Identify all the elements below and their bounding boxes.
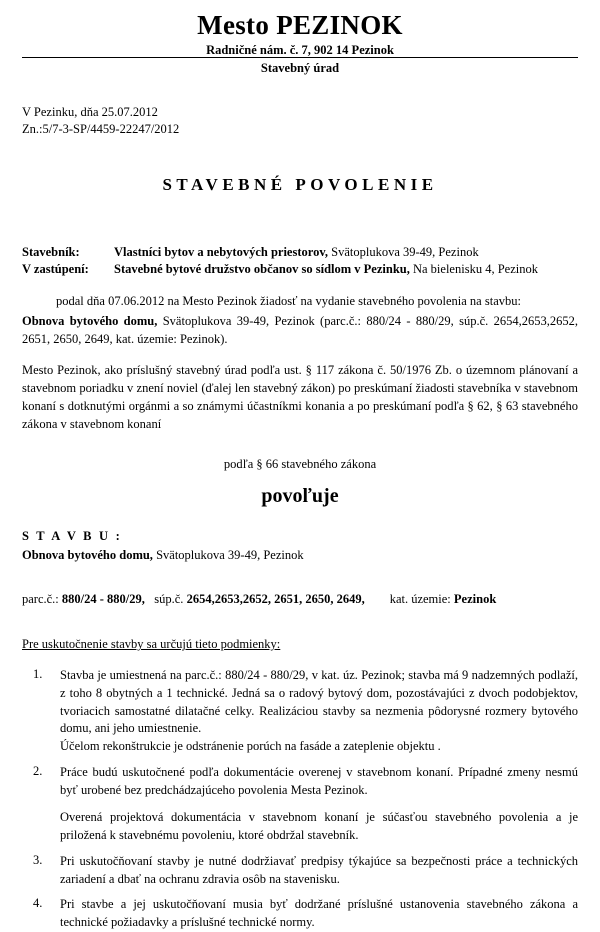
organization-department: Stavebný úrad	[260, 61, 340, 76]
place-and-date: V Pezinku, dňa 25.07.2012	[22, 105, 158, 120]
list-item	[22, 764, 578, 845]
organization-address: Radničné nám. č. 7, 902 14 Pezinok	[206, 43, 394, 58]
cadastral-area-value: Pezinok	[453, 591, 497, 606]
representative-name: Stavebné bytové družstvo občanov so sídlom v Pezinku,	[114, 262, 410, 277]
project-name: Obnova bytového domu,	[22, 313, 158, 328]
conditions-list	[22, 667, 578, 932]
representative-address: Na bielenisku 4, Pezinok	[409, 262, 538, 277]
building-number-label: súp.č.	[144, 591, 187, 606]
list-item	[22, 896, 578, 932]
builder-row	[22, 244, 578, 262]
parcel-number-value: 880/24 - 880/29,	[61, 591, 145, 606]
parcel-number-label: parc.č.:	[22, 591, 62, 606]
condition-text: Práce budú uskutočnené podľa dokumentácie overenej v stavebnom konaní. Prípadné zmeny nesmú byť urobené bez predchádzajúceho povolenia Mesta Pezinok.	[60, 764, 578, 797]
pursuant-to-line: podľa § 66 stavebného zákona	[223, 457, 377, 472]
condition-number: 1.	[33, 667, 43, 682]
condition-text: Účelom rekonštrukcie je odstránenie porúch na fasáde a zateplenie objektu .	[60, 739, 441, 754]
builder-address: Svätoplukova 39-49, Pezinok	[328, 244, 479, 259]
construction-label: S T A V B U :	[22, 529, 122, 544]
file-number: Zn.:5/7-3-SP/4459-22247/2012	[22, 122, 180, 137]
condition-text: Overená projektová dokumentácia v stavebnom konaní je súčasťou stavebného povolenia a je priložená k stavebnému povoleniu, ktoré obdržal stavebník.	[60, 810, 578, 843]
conditions-heading: Pre uskutočnenie stavby sa určujú tieto podmienky:	[22, 637, 281, 652]
conditions-heading-wrap	[22, 608, 578, 653]
builder-name: Vlastníci bytov a nebytových priestorov,	[114, 244, 329, 259]
builder-value	[114, 244, 578, 262]
list-item	[22, 667, 578, 756]
representative-label: V zastúpení:	[22, 262, 89, 277]
representative-value	[114, 261, 578, 279]
cadastral-area-label: kat. územie:	[364, 591, 454, 606]
construction-value	[22, 546, 578, 564]
project-paragraph	[22, 313, 578, 349]
condition-number: 2.	[33, 763, 43, 778]
document-title: STAVEBNÉ POVOLENIE	[162, 174, 438, 194]
organization-name: Mesto PEZINOK	[197, 10, 403, 40]
letterhead	[22, 8, 578, 76]
request-paragraph	[22, 293, 578, 311]
builder-label: Stavebník:	[22, 244, 80, 259]
parties-block	[22, 244, 578, 280]
list-item	[22, 853, 578, 889]
condition-text: Pri stavbe a jej uskutočňovaní musia byť dodržané príslušné ustanovenia stavebného zákona a technické požiadavky a príslušné technické normy.	[60, 897, 578, 930]
legal-basis-paragraph: Mesto Pezinok, ako príslušný stavebný úrad podľa ust. § 117 zákona č. 50/1976 Zb. o územnom plánovaní a stavebnom poriadku v znení noviel (ďalej len stavebný zákon) po preskúmaní žiadosti stavebníka v stavebnom konaní s dotknutými orgánmi a so známymi účastníkmi konania a po preskúmaní podľa § 62, § 63 stavebného zákona v stavebnom konaní	[22, 363, 578, 431]
condition-number: 3.	[33, 852, 43, 867]
grant-word: povoľuje	[261, 485, 339, 508]
condition-text: Pri uskutočňovaní stavby je nutné dodržiavať predpisy týkajúce sa bezpečnosti práce a technických zariadení a dbať na ochranu zdravia osôb na stavenisku.	[60, 853, 578, 886]
project-details: Svätoplukova 39-49, Pezinok (parc.č.: 880/24 - 880/29, súp.č. 2654,2653,2652, 2651, 2650, 2649, kat. územie: Pezinok).	[22, 313, 578, 346]
representative-row	[22, 261, 578, 279]
condition-number: 4.	[33, 896, 43, 911]
reference-block	[22, 104, 578, 139]
condition-text: Stavba je umiestnená na parc.č.: 880/24 - 880/29, v kat. úz. Pezinok; stavba má 9 nadzemných podlaží, z toho 8 obytných a 1 technické. Jedná sa o radový bytový dom, pozostávajúci z dvoch podobjektov, tvoriacich samostatné dilatačné celky. Realizáciou stavby sa nezmenia pôdorysné rozmery bytového domu, ani jeho umiestnenie.	[60, 668, 578, 736]
construction-block	[22, 527, 578, 563]
parcel-line	[22, 591, 578, 609]
construction-address: Svätoplukova 39-49, Pezinok	[152, 547, 304, 562]
request-intro-text: podal dňa 07.06.2012 na Mesto Pezinok žiadosť na vydanie stavebného povolenia na stavbu:	[56, 294, 521, 309]
building-number-value: 2654,2653,2652, 2651, 2650, 2649,	[186, 591, 365, 606]
construction-name: Obnova bytového domu,	[22, 547, 153, 562]
